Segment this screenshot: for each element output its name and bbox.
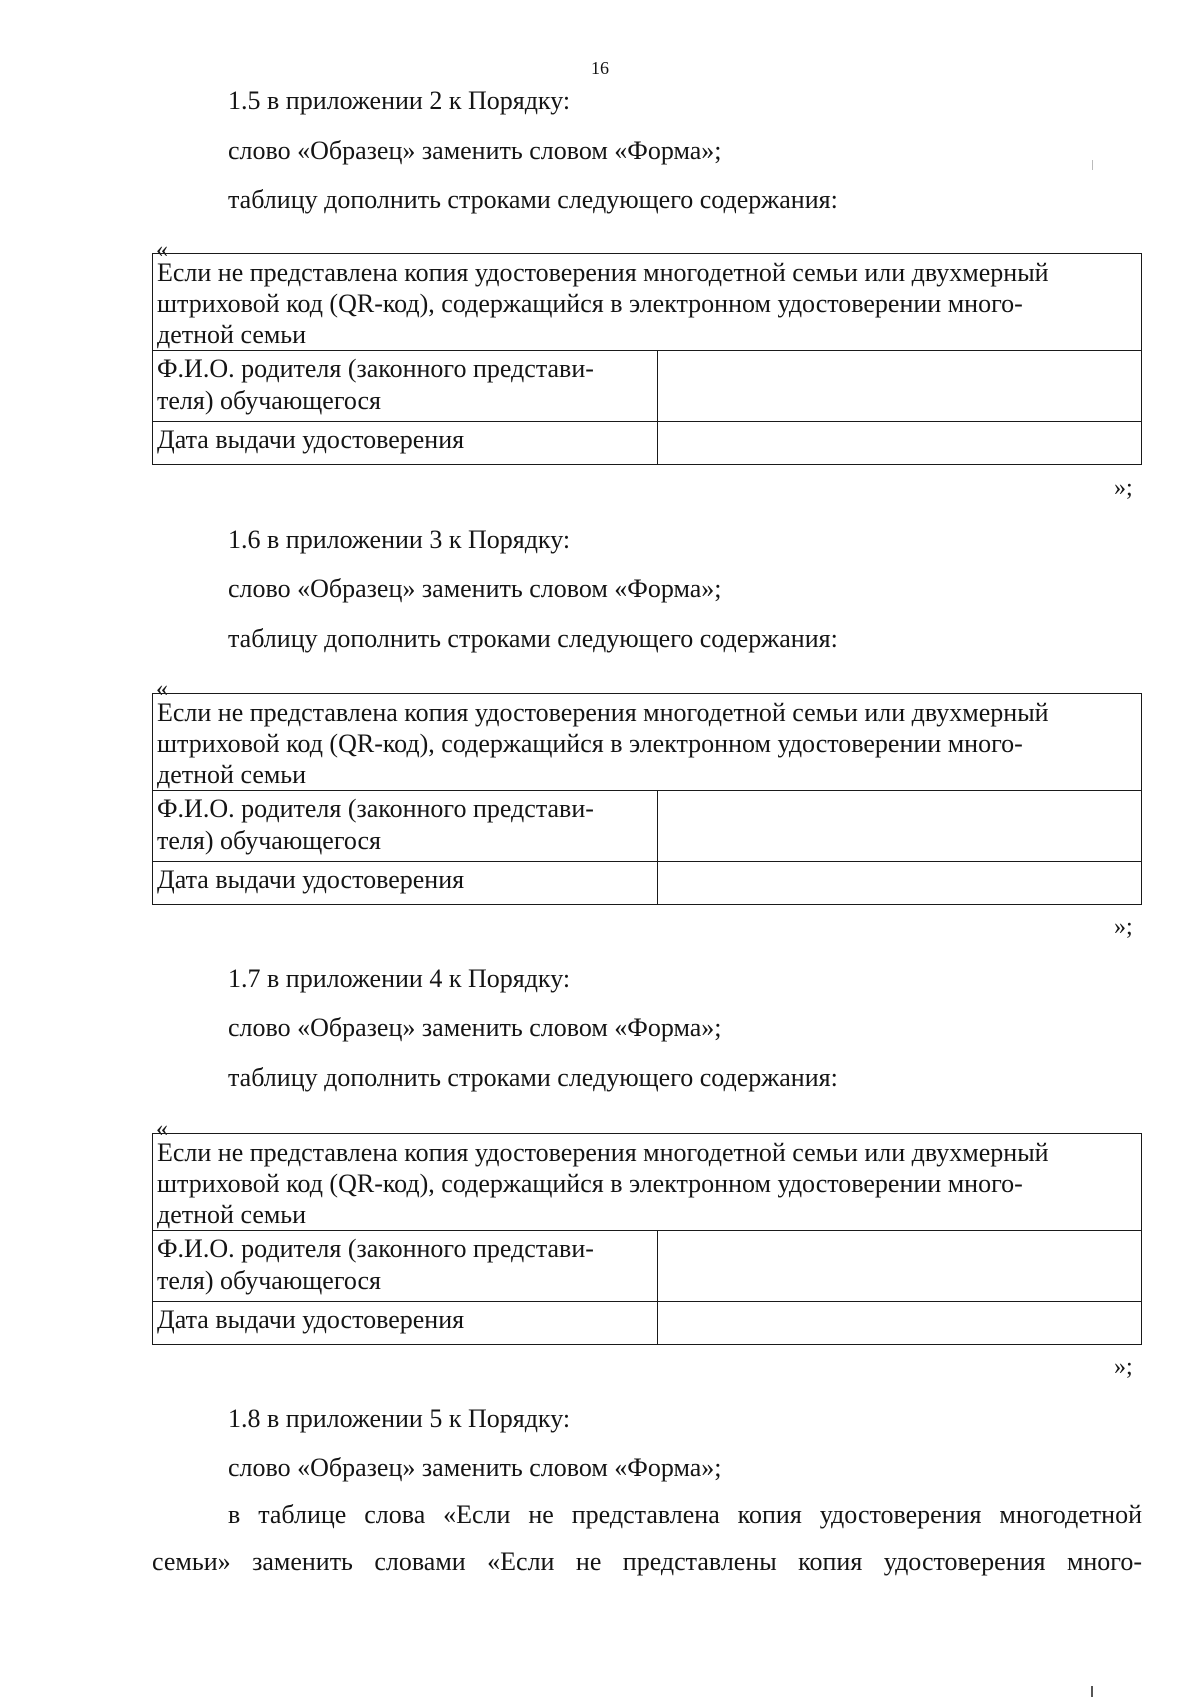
close-quote: »; <box>1114 475 1133 501</box>
paragraph-line: семьи» заменить словами «Если не представлены копия удостоверения много- <box>152 1547 1142 1576</box>
close-quote: »; <box>1114 1354 1133 1380</box>
table-header-line: детной семьи <box>157 1200 307 1229</box>
date-value-cell <box>658 862 1141 904</box>
date-label-cell: Дата выдачи удостоверения <box>153 1302 658 1344</box>
table-header-line: детной семьи <box>157 760 307 789</box>
table-header-cell <box>153 1134 1141 1231</box>
fio-label-cell <box>153 791 658 861</box>
fio-label-cell <box>153 351 658 421</box>
table-row <box>153 1231 1141 1302</box>
supplement-table <box>152 693 1142 905</box>
table-header-line: штриховой код (QR-код), содержащийся в электронном удостоверении много- <box>157 289 1023 318</box>
fio-label-cell <box>153 1231 658 1301</box>
table-row <box>153 351 1141 422</box>
open-quote: « <box>156 1116 168 1142</box>
table-row <box>153 862 1141 904</box>
open-quote: « <box>156 676 168 702</box>
date-value-cell <box>658 422 1141 464</box>
supplement-instruction: таблицу дополнить строками следующего содержания: <box>228 185 838 214</box>
table-header-line: штриховой код (QR-код), содержащийся в электронном удостоверении много- <box>157 1169 1023 1198</box>
replace-instruction: слово «Образец» заменить словом «Форма»; <box>228 1453 722 1482</box>
fio-label-line: теля) обучающегося <box>157 386 381 415</box>
fio-label-line: Ф.И.О. родителя (законного представи- <box>157 794 594 823</box>
scan-mark <box>1092 160 1093 170</box>
replace-instruction: слово «Образец» заменить словом «Форма»; <box>228 574 722 603</box>
table-header-line: Если не представлена копия удостоверения многодетной семьи или двухмерный <box>157 698 1049 727</box>
supplement-instruction: таблицу дополнить строками следующего содержания: <box>228 624 838 653</box>
table-row <box>153 791 1141 862</box>
fio-value-cell <box>658 1231 1141 1301</box>
table-header-cell <box>153 254 1141 351</box>
final-paragraph <box>152 1500 1142 1577</box>
page-number: 16 <box>591 58 609 78</box>
supplement-instruction: таблицу дополнить строками следующего содержания: <box>228 1063 838 1092</box>
table-header-line: Если не представлена копия удостоверения многодетной семьи или двухмерный <box>157 258 1049 287</box>
fio-value-cell <box>658 791 1141 861</box>
table-header-cell <box>153 694 1141 791</box>
fio-label-line: Ф.И.О. родителя (законного представи- <box>157 354 594 383</box>
date-value-cell <box>658 1302 1141 1344</box>
supplement-table <box>152 253 1142 465</box>
section-heading: 1.8 в приложении 5 к Порядку: <box>228 1404 571 1433</box>
replace-instruction: слово «Образец» заменить словом «Форма»; <box>228 1013 722 1042</box>
date-label-cell: Дата выдачи удостоверения <box>153 862 658 904</box>
supplement-table <box>152 1133 1142 1345</box>
close-quote: »; <box>1114 914 1133 940</box>
table-header-line: Если не представлена копия удостоверения многодетной семьи или двухмерный <box>157 1138 1049 1167</box>
replace-instruction: слово «Образец» заменить словом «Форма»; <box>228 136 722 165</box>
section-heading: 1.5 в приложении 2 к Порядку: <box>228 86 571 115</box>
paragraph-line: в таблице слова «Если не представлена копия удостоверения многодетной <box>228 1500 1142 1529</box>
section-heading: 1.6 в приложении 3 к Порядку: <box>228 525 571 554</box>
fio-value-cell <box>658 351 1141 421</box>
section-heading: 1.7 в приложении 4 к Порядку: <box>228 964 571 993</box>
table-row <box>153 1302 1141 1344</box>
table-row <box>153 422 1141 464</box>
scan-mark <box>1091 1686 1093 1697</box>
fio-label-line: теля) обучающегося <box>157 826 381 855</box>
date-label-cell: Дата выдачи удостоверения <box>153 422 658 464</box>
table-header-line: штриховой код (QR-код), содержащийся в электронном удостоверении много- <box>157 729 1023 758</box>
fio-label-line: Ф.И.О. родителя (законного представи- <box>157 1234 594 1263</box>
fio-label-line: теля) обучающегося <box>157 1266 381 1295</box>
table-header-line: детной семьи <box>157 320 307 349</box>
open-quote: « <box>156 237 168 263</box>
